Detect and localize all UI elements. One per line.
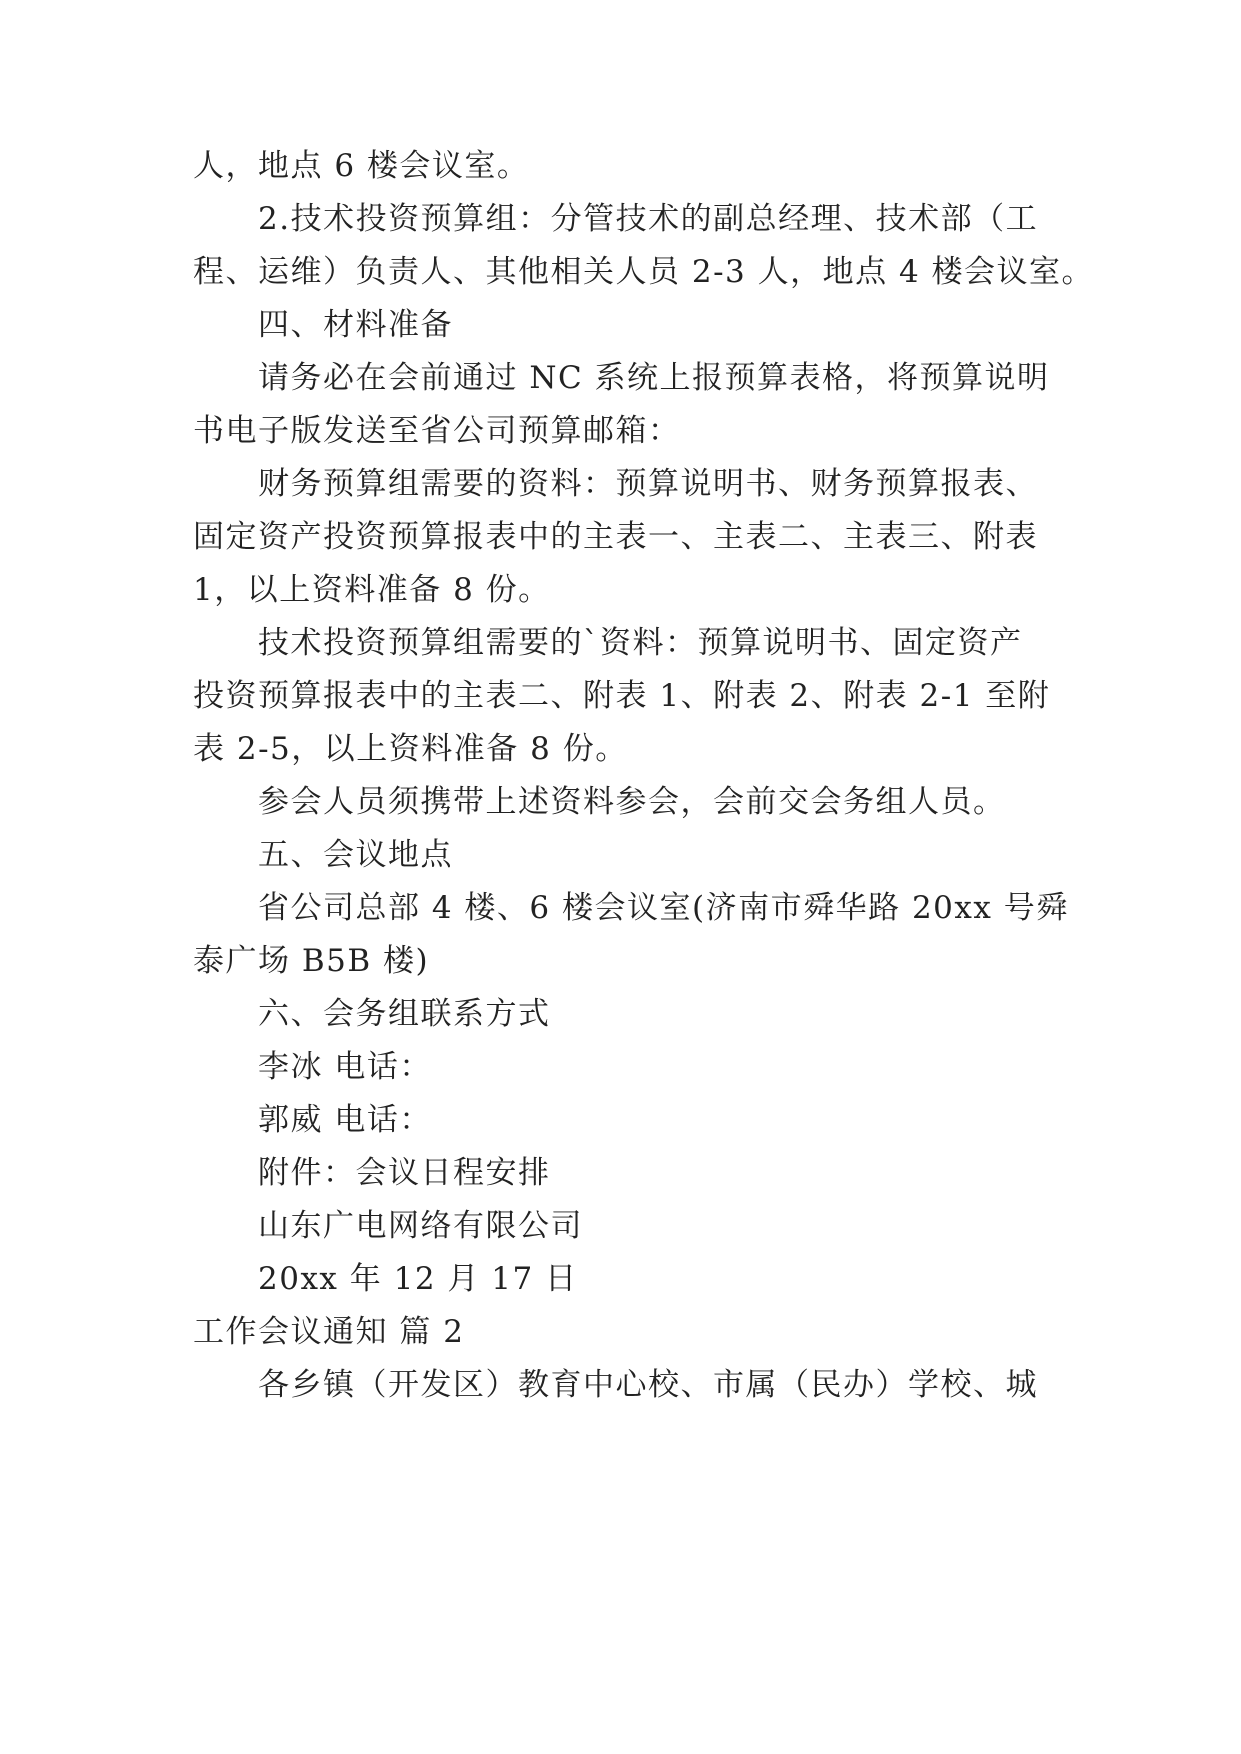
paragraph-line: 程、运维）负责人、其他相关人员 2-3 人，地点 4 楼会议室。 bbox=[193, 254, 1095, 290]
paragraph-line: 泰广场 B5B 楼) bbox=[193, 943, 430, 979]
contact-line: 郭威 电话： bbox=[258, 1102, 432, 1138]
paragraph-line: 省公司总部 4 楼、6 楼会议室(济南市舜华路 20xx 号舜 bbox=[258, 890, 1069, 926]
paragraph-line: 人，地点 6 楼会议室。 bbox=[193, 148, 530, 184]
paragraph-line: 1，以上资料准备 8 份。 bbox=[193, 572, 551, 608]
signature-organization: 山东广电网络有限公司 bbox=[258, 1208, 583, 1244]
attachment-line: 附件：会议日程安排 bbox=[258, 1155, 551, 1191]
paragraph-line: 各乡镇（开发区）教育中心校、市属（民办）学校、城 bbox=[258, 1367, 1038, 1403]
paragraph-line: 固定资产投资预算报表中的主表一、主表二、主表三、附表 bbox=[193, 519, 1038, 555]
section-heading: 五、会议地点 bbox=[258, 837, 453, 873]
section-heading: 四、材料准备 bbox=[258, 307, 453, 343]
paragraph-line: 请务必在会前通过 NC 系统上报预算表格，将预算说明 bbox=[258, 360, 1050, 396]
paragraph-line: 表 2-5，以上资料准备 8 份。 bbox=[193, 731, 628, 767]
paragraph-line: 2.技术投资预算组：分管技术的副总经理、技术部（工 bbox=[258, 201, 1039, 237]
contact-line: 李冰 电话： bbox=[258, 1049, 432, 1085]
paragraph-line: 投资预算报表中的主表二、附表 1、附表 2、附表 2-1 至附 bbox=[193, 678, 1051, 714]
paragraph-line: 技术投资预算组需要的`资料：预算说明书、固定资产 bbox=[258, 625, 1023, 661]
paragraph-line: 财务预算组需要的资料：预算说明书、财务预算报表、 bbox=[258, 466, 1038, 502]
section-heading: 六、会务组联系方式 bbox=[258, 996, 551, 1032]
paragraph-line: 参会人员须携带上述资料参会，会前交会务组人员。 bbox=[258, 784, 1006, 820]
signature-date: 20xx 年 12 月 17 日 bbox=[258, 1261, 578, 1297]
paragraph-line: 书电子版发送至省公司预算邮箱： bbox=[193, 413, 681, 449]
document-title: 工作会议通知 篇 2 bbox=[193, 1314, 465, 1350]
